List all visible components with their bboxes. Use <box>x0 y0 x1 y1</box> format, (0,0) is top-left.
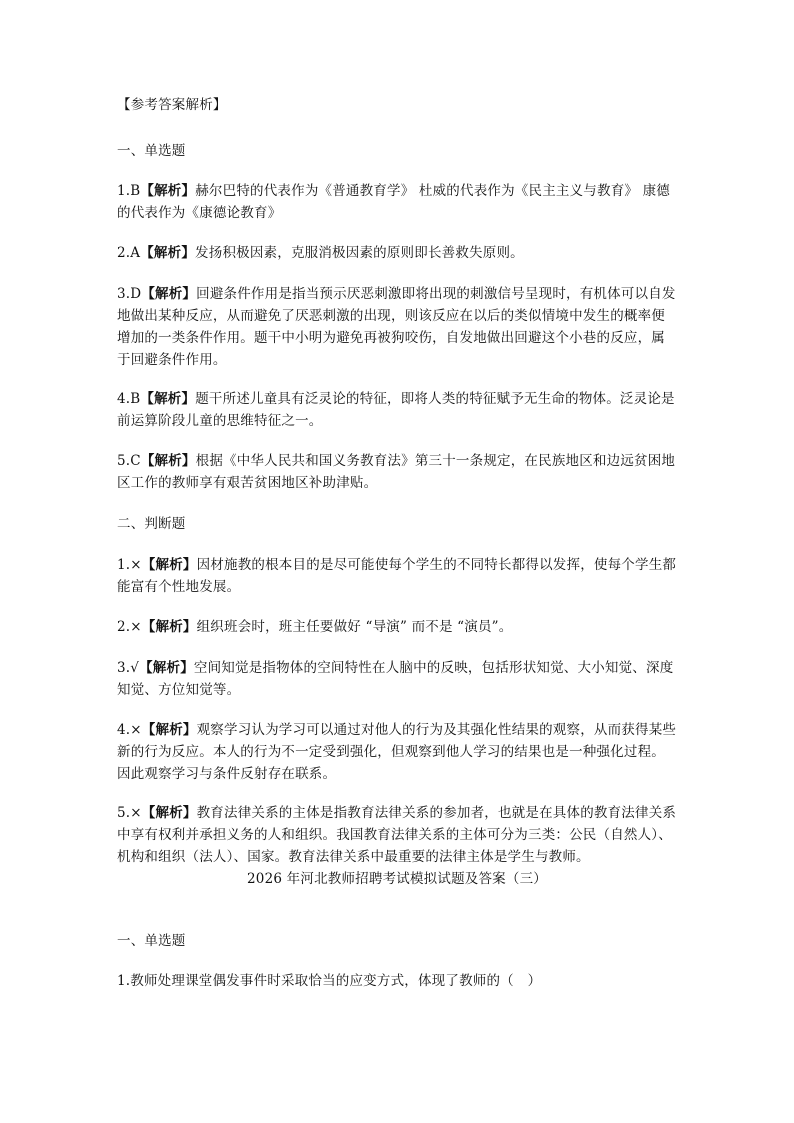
item-prefix: 4.× <box>117 722 142 738</box>
analysis-tag: 【解析】 <box>140 391 196 407</box>
section1-item-1 <box>117 180 677 224</box>
item-prefix: 1.× <box>117 557 142 573</box>
analysis-tag: 【解析】 <box>141 557 197 573</box>
analysis-tag: 【解析】 <box>139 660 194 676</box>
section2-item-4 <box>117 719 677 785</box>
item-prefix: 3.√ <box>117 660 140 676</box>
analysis-tag: 【解析】 <box>141 286 197 302</box>
item-text: 题干所述儿童具有泛灵论的特征，即将人类的特征赋予无生命的物体。泛灵论是前运算阶段儿童的思维特征之一。 <box>117 391 675 429</box>
item-text: 赫尔巴特的代表作为《普通教育学》 杜威的代表作为《民主主义与教育》 康德的代表作为《康德论教育》 <box>117 183 671 221</box>
item-text: 组织班会时，班主任要做好 “导演” 而不是 “演员”。 <box>196 619 513 635</box>
analysis-tag: 【解析】 <box>141 619 197 635</box>
item-text: 因材施教的根本目的是尽可能使每个学生的不同特长都得以发挥，使每个学生都能富有个性地发展。 <box>117 557 677 595</box>
analysis-tag: 【解析】 <box>140 183 196 199</box>
item-prefix: 5.C <box>117 453 141 469</box>
item-text: 空间知觉是指物体的空间特性在人脑中的反映，包括形状知觉、大小知觉、深度知觉、方位知觉等。 <box>117 660 674 698</box>
item-prefix: 4.B <box>117 391 141 407</box>
section2-item-1 <box>117 554 677 598</box>
section3-heading: 一、单选题 <box>117 933 186 949</box>
section1-heading: 一、单选题 <box>117 143 186 159</box>
item-text: 发扬积极因素，克服消极因素的原则即长善救失原则。 <box>195 245 524 261</box>
item-prefix: 1.B <box>117 183 141 199</box>
analysis-tag: 【解析】 <box>141 805 197 821</box>
section2-heading: 二、判断题 <box>117 516 186 532</box>
item-prefix: 2.× <box>117 619 142 635</box>
item-prefix: 3.D <box>117 286 142 302</box>
analysis-tag: 【解析】 <box>140 453 196 469</box>
item-prefix: 2.A <box>117 245 141 261</box>
section1-item-3 <box>117 283 677 371</box>
section1-item-4 <box>117 388 677 432</box>
item-text: 根据《中华人民共和国义务教育法》第三十一条规定，在民族地区和边远贫困地区工作的教师享有艰苦贫困地区补助津贴。 <box>117 453 676 491</box>
exam-title: 2026 年河北教师招聘考试模拟试题及答案（三） <box>247 871 547 887</box>
analysis-tag: 【解析】 <box>140 245 196 261</box>
item-text: 教育法律关系的主体是指教育法律关系的参加者，也就是在具体的教育法律关系中享有权利并承担义务的人和组织。我国教育法律关系的主体可分为三类：公民（自然人）、机构和组织（法人）、国家。教育法律关系中最重要的法律主体是学生与教师。 <box>117 805 677 865</box>
section2-item-2 <box>117 616 677 638</box>
item-text: 回避条件作用是指当预示厌恶刺激即将出现的刺激信号呈现时，有机体可以自发地做出某种反应，从而避免了厌恶刺激的出现，则该反应在以后的类似情境中发生的概率便增加的一类条件作用。题干中小明为避免再被狗咬伤，自发地做出回避这个小巷的反应，属于回避条件作用。 <box>117 286 676 368</box>
analysis-tag: 【解析】 <box>141 722 197 738</box>
item-text: 观察学习认为学习可以通过对他人的行为及其强化性结果的观察，从而获得某些新的行为反应。本人的行为不一定受到强化，但观察到他人学习的结果也是一种强化过程。因此观察学习与条件反射存在联系。 <box>117 722 677 782</box>
answer-title: 【参考答案解析】 <box>117 97 227 113</box>
section1-item-2 <box>117 242 677 264</box>
section2-item-3 <box>117 657 677 701</box>
section1-item-5 <box>117 450 677 494</box>
section2-item-5 <box>117 802 677 868</box>
question-1: 1.教师处理课堂偶发事件时采取恰当的应变方式，体现了教师的（ ） <box>117 973 542 989</box>
item-prefix: 5.× <box>117 805 142 821</box>
